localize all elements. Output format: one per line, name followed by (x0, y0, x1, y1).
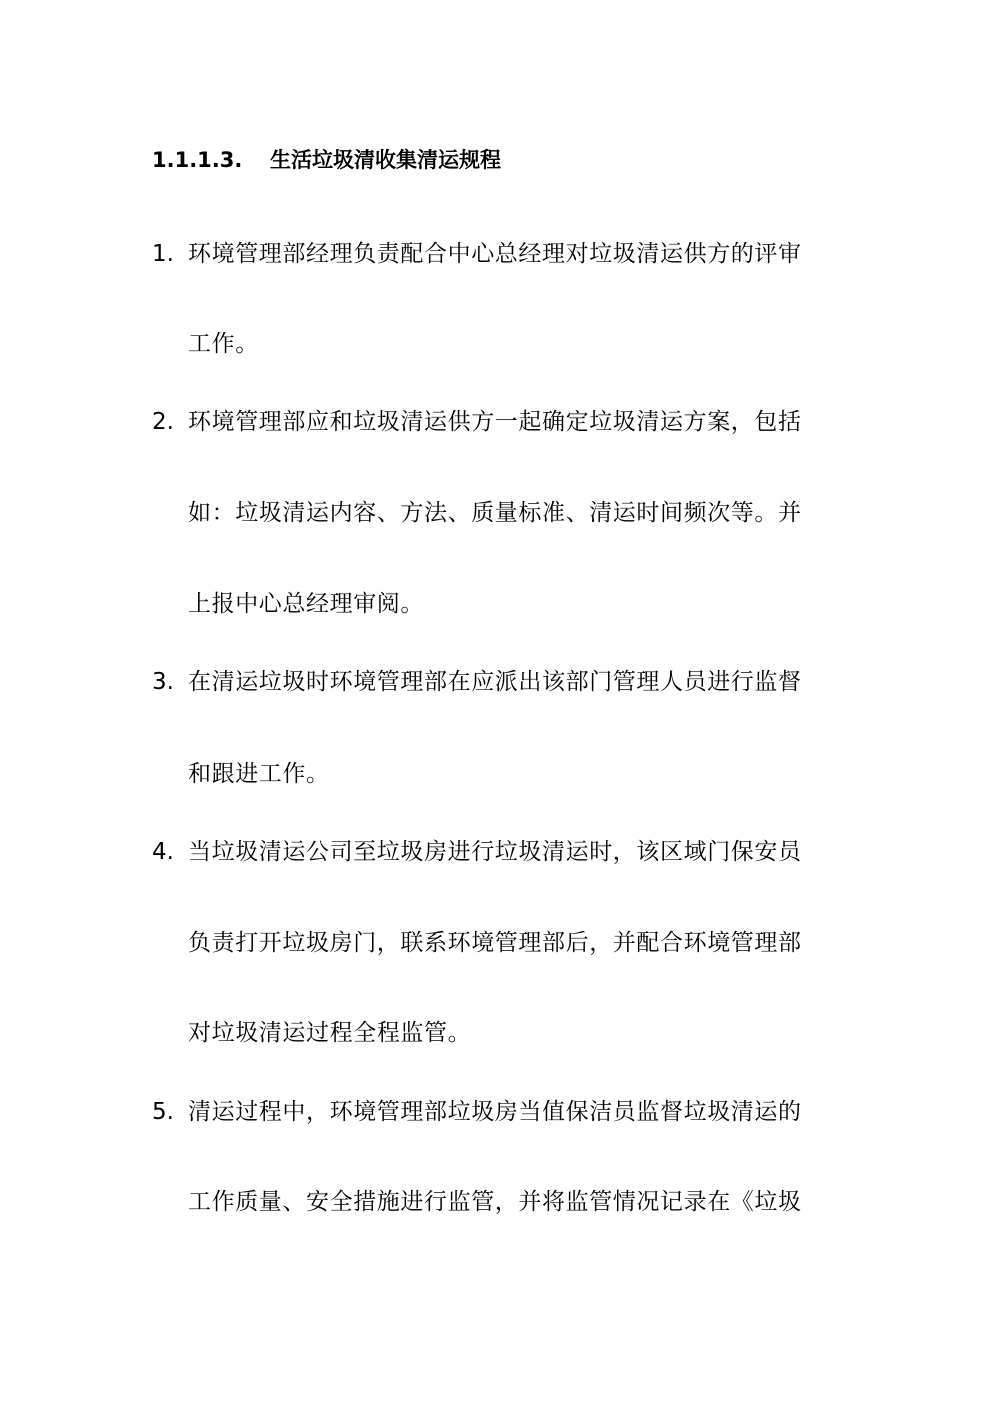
list-item-number: 2. (152, 409, 174, 435)
list-item-line: 环境管理部应和垃圾清运供方一起确定垃圾清运方案，包括 (188, 409, 802, 435)
list-item-line: 和跟进工作。 (188, 761, 330, 787)
section-heading (152, 142, 501, 178)
list-item-line: 工作。 (188, 331, 259, 357)
list-item-number: 1. (152, 241, 174, 267)
list-item-line: 对垃圾清运过程全程监管。 (188, 1020, 472, 1046)
list-item-line: 工作质量、安全措施进行监管，并将监管情况记录在《垃圾 (188, 1189, 802, 1215)
list-item-line: 如：垃圾清运内容、方法、质量标准、清运时间频次等。并 (188, 500, 802, 526)
list-item-line: 当垃圾清运公司至垃圾房进行垃圾清运时，该区域门保安员 (188, 839, 802, 865)
list-item-line: 上报中心总经理审阅。 (188, 591, 424, 617)
list-item-number: 4. (152, 839, 174, 865)
list-item-line: 在清运垃圾时环境管理部在应派出该部门管理人员进行监督 (188, 669, 802, 695)
list-item-number: 3. (152, 669, 174, 695)
list-item-line: 负责打开垃圾房门，联系环境管理部后，并配合环境管理部 (188, 930, 802, 956)
list-item-line: 环境管理部经理负责配合中心总经理对垃圾清运供方的评审 (188, 241, 802, 267)
list-item-number: 5. (152, 1099, 174, 1125)
section-number: 1.1.1.3. (152, 148, 243, 172)
list-item-line: 清运过程中，环境管理部垃圾房当值保洁员监督垃圾清运的 (188, 1099, 802, 1125)
section-title: 生活垃圾清收集清运规程 (270, 148, 501, 172)
